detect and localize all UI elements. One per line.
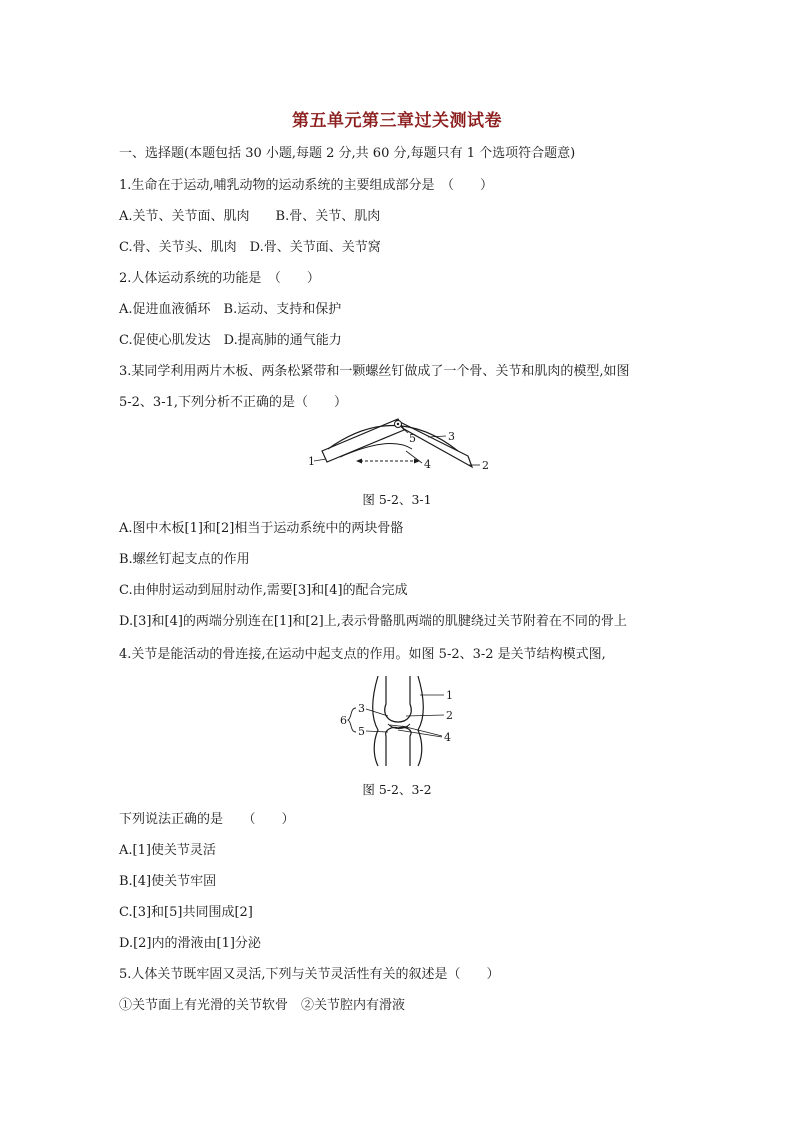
upper-bone-joint-head (385, 676, 412, 722)
q3-figure-caption: 图 5-2、3-1 (362, 492, 432, 507)
fig1-label-3: 3 (448, 430, 455, 443)
q4-question: 下列说法正确的是 （ ） (119, 812, 295, 827)
lower-bone-joint-socket (386, 727, 411, 766)
fig1-label-4: 4 (424, 458, 431, 471)
fig2-leader-2 (406, 715, 444, 716)
q3-option-c: C.由伸肘运动到屈肘动作,需要[3]和[4]的配合完成 (119, 583, 408, 598)
leader-3 (428, 436, 446, 437)
q4-option-b: B.[4]使关节牢固 (119, 874, 217, 889)
q3-stem-line1: 3.某同学利用两片木板、两条松紧带和一颗螺丝钉做成了一个骨、关节和肌肉的模型,如图 (119, 364, 630, 379)
fig2-label-4: 4 (444, 731, 451, 744)
q5-items: ①关节面上有光滑的关节软骨 ②关节腔内有滑液 (119, 998, 406, 1013)
arrow-head-left (356, 459, 362, 464)
q4-option-c: C.[3]和[5]共同围成[2] (119, 905, 253, 920)
q3-stem-line2: 5-2、3-1,下列分析不正确的是（ ） (119, 395, 348, 410)
elastic-band-3 (328, 425, 458, 451)
section-header: 一、选择题(本题包括 30 小题,每题 2 分,共 60 分,每题只有 1 个选项符合题意) (119, 146, 576, 161)
fig2-label-1: 1 (446, 689, 453, 702)
joint-structure-figure (332, 674, 462, 768)
q2-stem: 2.人体运动系统的功能是 （ ） (119, 271, 320, 286)
fig2-leader-5 (366, 731, 388, 732)
leader-1 (314, 459, 326, 461)
fig2-leader-4a (402, 726, 442, 736)
q4-stem: 4.关节是能活动的骨连接,在运动中起支点的作用。如图 5-2、3-2 是关节结构模式图, (119, 647, 606, 662)
q2-options-row1: A.促进血液循环 B.运动、支持和保护 (119, 302, 342, 317)
fig1-label-5: 5 (409, 432, 416, 445)
q4-option-a: A.[1]使关节灵活 (119, 843, 216, 858)
joint-capsule-left (373, 676, 378, 766)
q1-stem: 1.生命在于运动,哺乳动物的运动系统的主要组成部分是 （ ） (119, 178, 494, 193)
q3-option-d: D.[3]和[4]的两端分别连在[1]和[2]上,表示骨骼肌两端的肌腱绕过关节附着在不同的骨上 (119, 614, 627, 629)
screw-center (397, 423, 399, 425)
joint-capsule-right (418, 676, 423, 766)
fig2-label-2: 2 (446, 709, 453, 722)
fig1-label-1: 1 (308, 455, 315, 468)
elastic-band-4 (340, 444, 412, 457)
brace-6 (348, 708, 356, 732)
q5-stem: 5.人体关节既牢固又灵活,下列与关节灵活性有关的叙述是（ ） (119, 967, 500, 982)
q1-options-row1: A.关节、关节面、肌肉 B.骨、关节、肌肉 (119, 209, 381, 224)
q4-option-d: D.[2]内的滑液由[1]分泌 (119, 936, 261, 951)
q1-options-row2: C.骨、关节头、肌肉 D.骨、关节面、关节窝 (119, 240, 381, 255)
q3-option-a: A.图中木板[1]和[2]相当于运动系统中的两块骨骼 (119, 521, 404, 536)
fig2-label-3: 3 (358, 702, 365, 715)
fig2-label-6: 6 (340, 714, 347, 727)
bone-joint-muscle-model-figure (300, 415, 500, 477)
q2-options-row2: C.促使心肌发达 D.提高肺的通气能力 (119, 333, 342, 348)
q4-figure-caption: 图 5-2、3-2 (362, 782, 432, 797)
q3-option-b: B.螺丝钉起支点的作用 (119, 552, 250, 567)
page-title: 第五单元第三章过关测试卷 (292, 111, 502, 131)
fig1-label-2: 2 (482, 459, 489, 472)
fig2-label-5: 5 (358, 725, 365, 738)
